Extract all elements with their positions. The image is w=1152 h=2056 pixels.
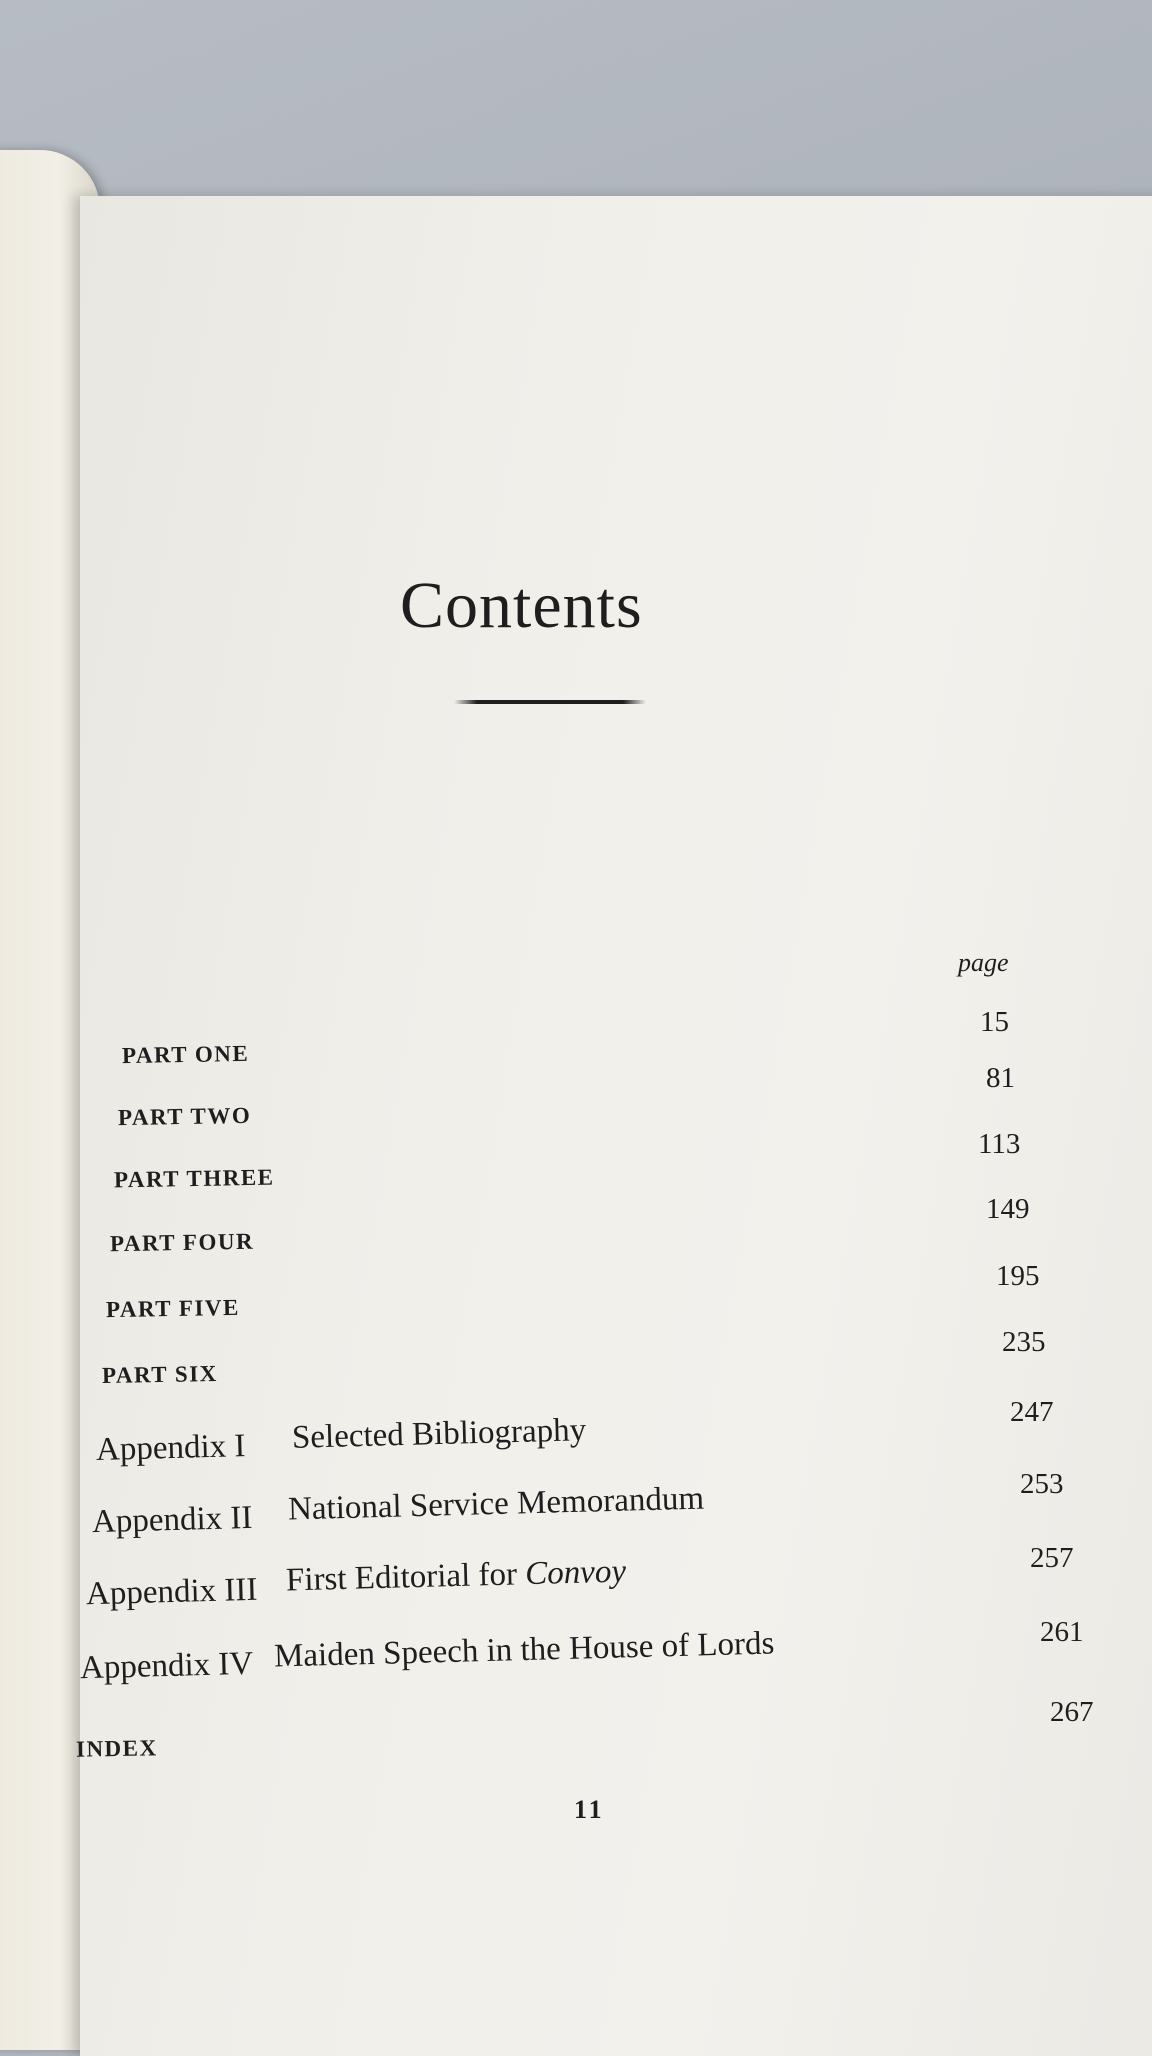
page-column-label: page (958, 948, 1009, 977)
toc-part-label: PART SIX (101, 1360, 218, 1389)
page-title: Contents (400, 569, 643, 642)
toc-appendix-title-italic: Convoy (524, 1553, 627, 1593)
toc-part-label: PART TWO (117, 1102, 252, 1131)
toc-appendix-label: Appendix II (91, 1499, 253, 1541)
toc-appendix-label: Appendix IV (79, 1645, 254, 1687)
toc-part-label: PART FOUR (109, 1228, 255, 1257)
toc-appendix-title: Maiden Speech in the House of Lords (273, 1625, 775, 1675)
toc-page-number: 235 (1002, 1326, 1046, 1358)
toc-appendix-label: Appendix III (85, 1571, 258, 1613)
toc-page-number: 81 (986, 1062, 1015, 1094)
toc-appendix-label: Appendix I (95, 1428, 246, 1468)
toc-appendix-title: Selected Bibliography (291, 1412, 587, 1456)
title-rule (454, 700, 646, 704)
toc-page-number: 15 (980, 1006, 1009, 1038)
toc-part-label: PART THREE (113, 1164, 275, 1193)
toc-page-number: 149 (986, 1193, 1030, 1225)
toc-page-number: 267 (1050, 1696, 1094, 1728)
page-number-footer: 11 (574, 1795, 605, 1824)
toc-page-number: 247 (1010, 1396, 1054, 1428)
toc-index-label: INDEX (75, 1735, 158, 1762)
toc-page-number: 195 (996, 1260, 1040, 1292)
toc-page-number: 113 (978, 1128, 1021, 1160)
toc-appendix-title-text: First Editorial for (285, 1556, 526, 1599)
toc-page-number: 257 (1030, 1542, 1074, 1574)
toc-part-label: PART ONE (121, 1040, 250, 1069)
toc-part-label: PART FIVE (105, 1294, 241, 1323)
toc-appendix-title: National Service Memorandum (287, 1480, 705, 1528)
toc-page-number: 253 (1020, 1468, 1064, 1500)
toc-page-number: 261 (1040, 1616, 1084, 1648)
